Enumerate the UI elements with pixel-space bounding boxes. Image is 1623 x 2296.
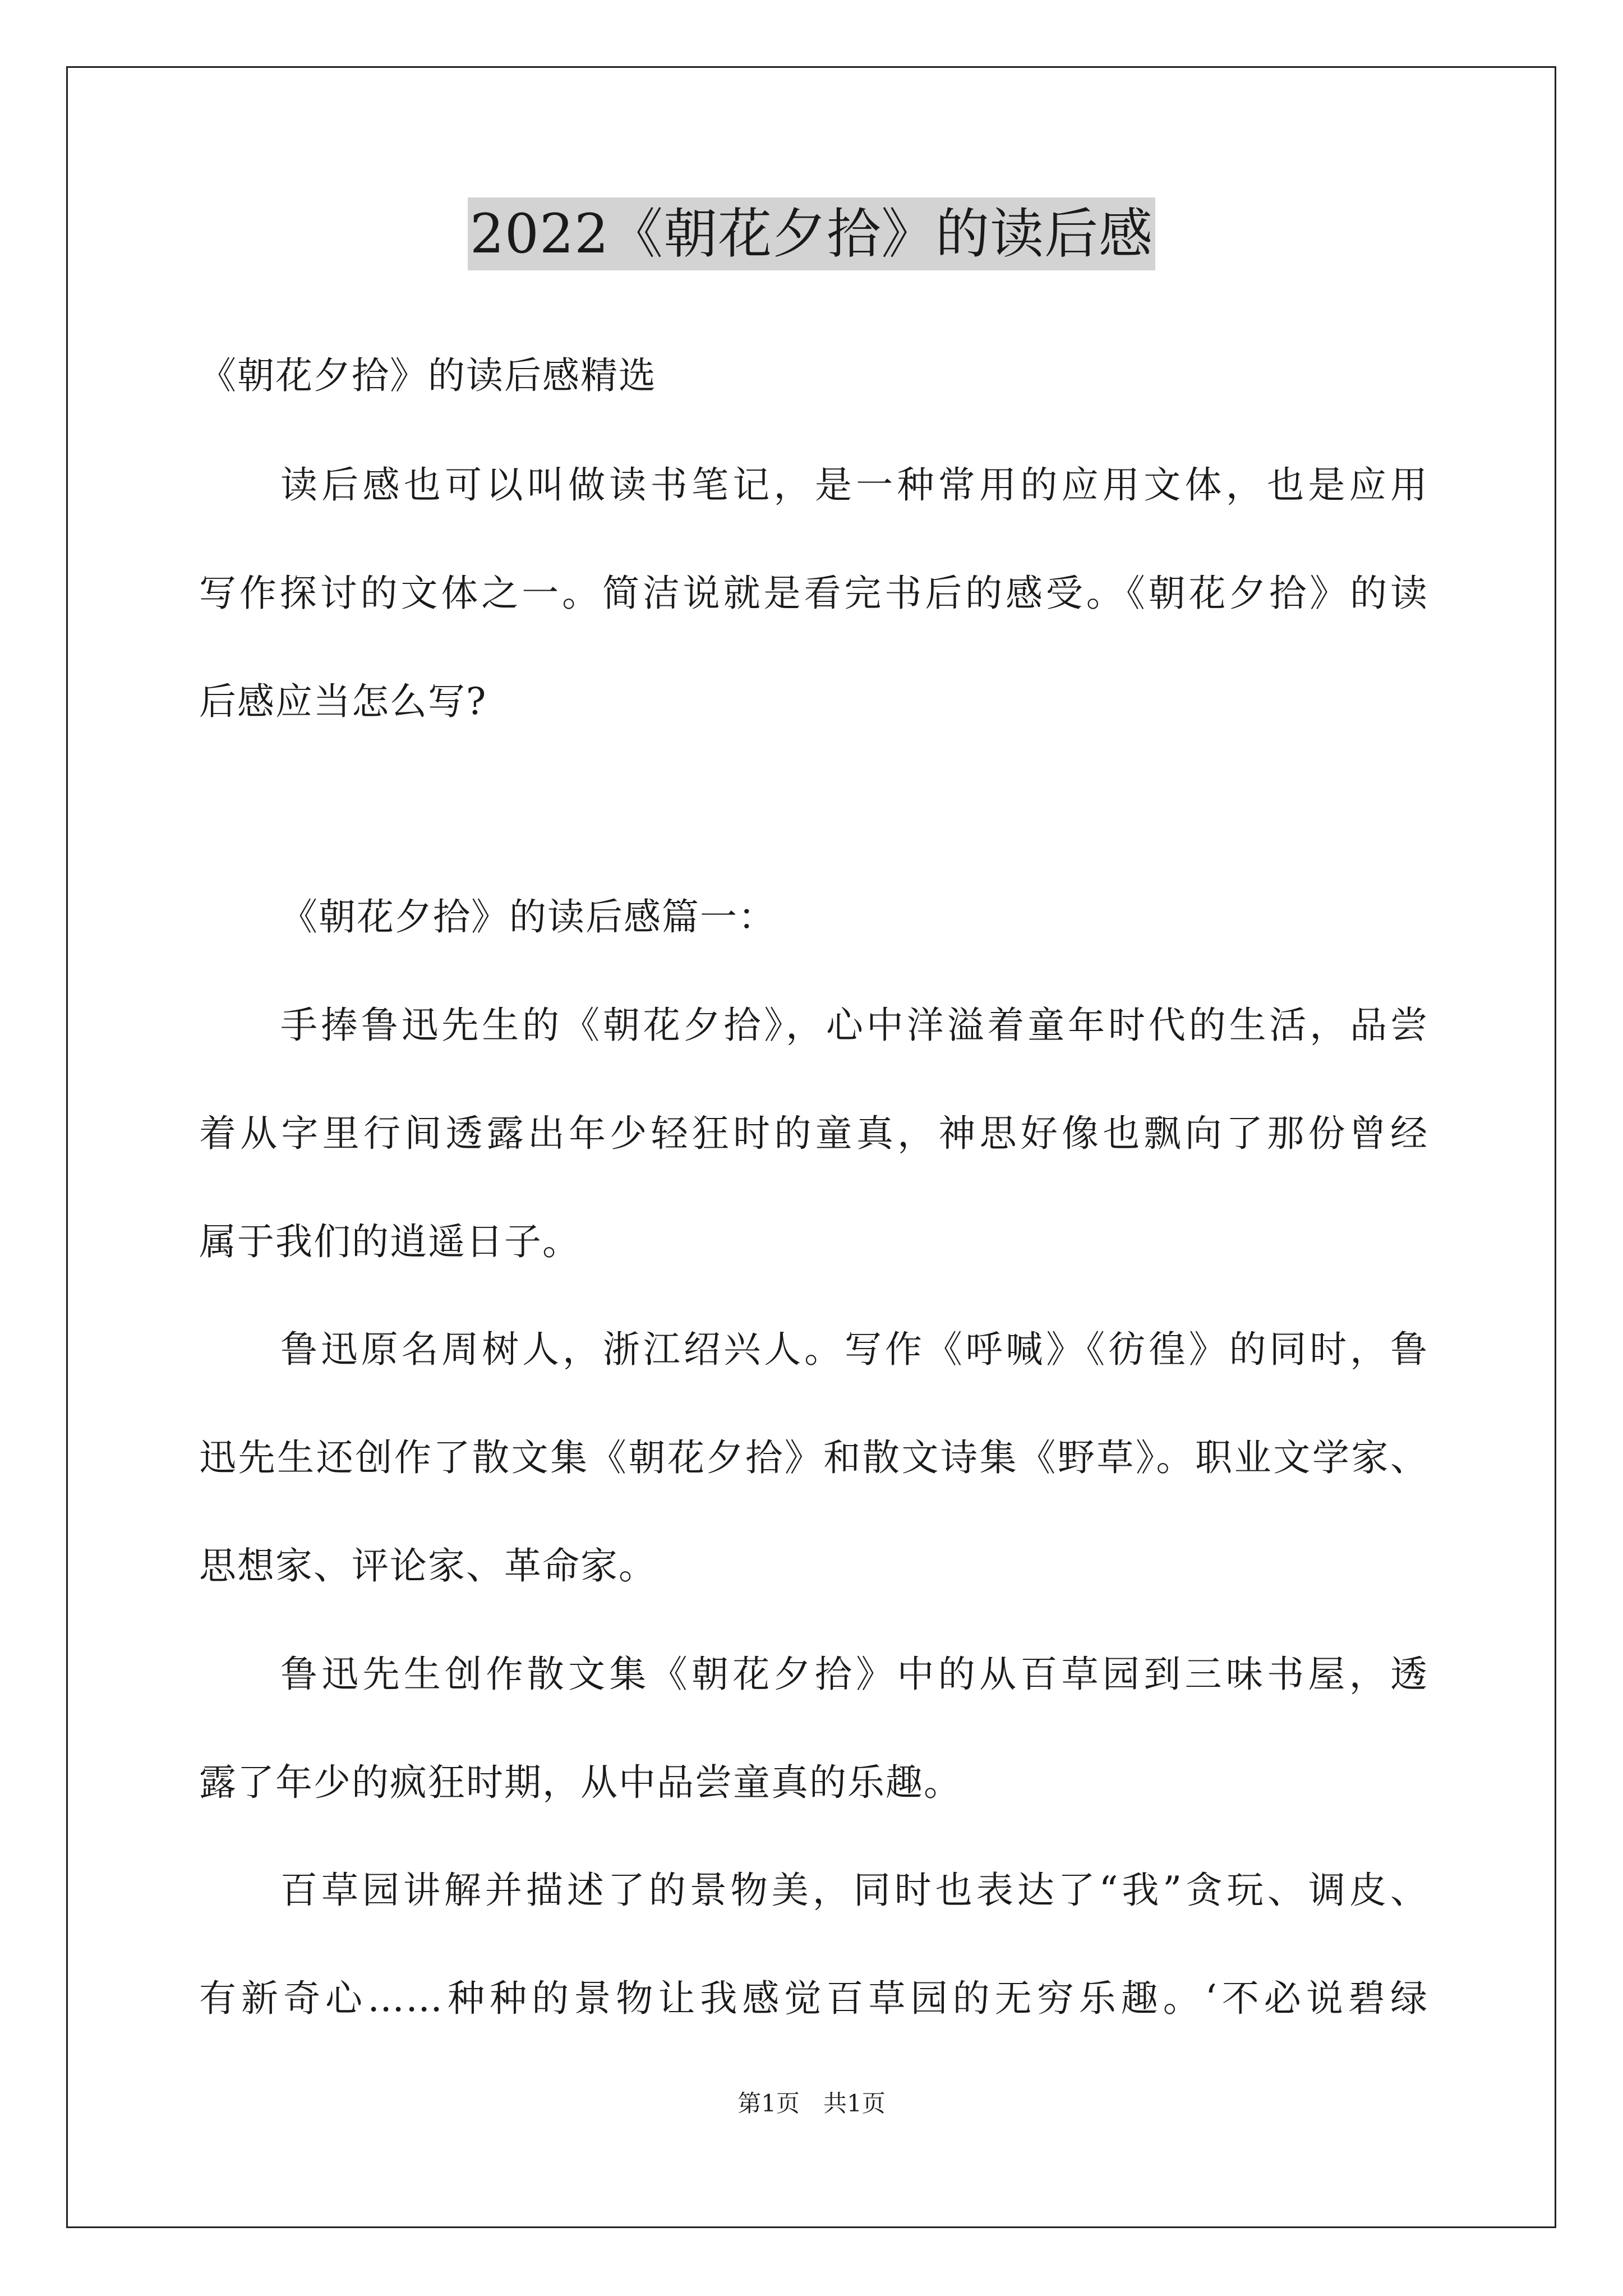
paragraph3-line-1: 鲁迅先生创作散文集《朝花夕拾》中的从百草园到三味书屋，透 bbox=[280, 1653, 1428, 1696]
paragraph4-line-2: 有新奇心……种种的景物让我感觉百草园的无穷乐趣。‘不必说碧绿 bbox=[199, 1977, 1428, 2020]
paragraph2-line-1: 鲁迅原名周树人，浙江绍兴人。写作《呼喊》《彷徨》的同时，鲁 bbox=[280, 1328, 1428, 1371]
paragraph2-line-2: 迅先生还创作了散文集《朝花夕拾》和散文诗集《野草》。职业文学家、 bbox=[199, 1436, 1428, 1479]
document-title: 2022《朝花夕拾》的读后感 bbox=[468, 197, 1155, 270]
paragraph1-line-1: 手捧鲁迅先生的《朝花夕拾》，心中洋溢着童年时代的生活，品尝 bbox=[280, 1004, 1428, 1047]
section-heading: 《朝花夕拾》的读后感篇一： bbox=[280, 895, 776, 938]
title-container bbox=[0, 197, 1623, 270]
intro-line-2: 写作探讨的文体之一。简洁说就是看完书后的感受。《朝花夕拾》的读 bbox=[199, 572, 1428, 615]
page-footer: 第1页 共1页 bbox=[737, 2090, 886, 2117]
document-subtitle: 《朝花夕拾》的读后感精选 bbox=[199, 354, 657, 397]
paragraph1-line-2: 着从字里行间透露出年少轻狂时的童真，神思好像也飘向了那份曾经 bbox=[199, 1112, 1428, 1155]
intro-line-1: 读后感也可以叫做读书笔记，是一种常用的应用文体，也是应用 bbox=[280, 463, 1428, 507]
paragraph3-line-2: 露了年少的疯狂时期，从中品尝童真的乐趣。 bbox=[199, 1761, 962, 1804]
paragraph2-line-3: 思想家、评论家、革命家。 bbox=[199, 1544, 657, 1588]
intro-line-3: 后感应当怎么写? bbox=[199, 680, 487, 723]
paragraph1-line-3: 属于我们的逍遥日子。 bbox=[199, 1220, 580, 1263]
paragraph4-line-1: 百草园讲解并描述了的景物美，同时也表达了“我”贪玩、调皮、 bbox=[280, 1869, 1428, 1912]
